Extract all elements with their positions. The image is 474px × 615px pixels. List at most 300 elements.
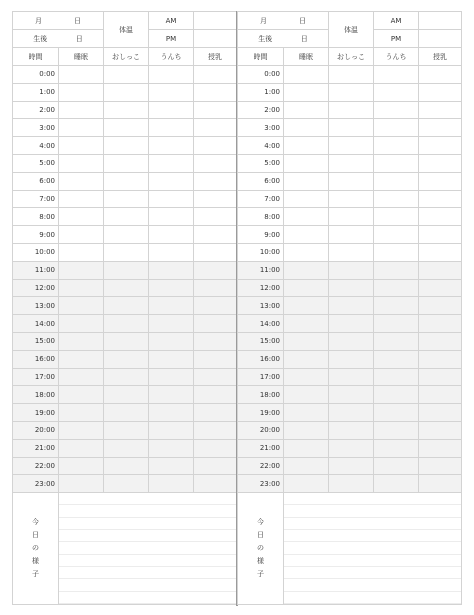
hour-row — [238, 66, 462, 84]
feeding-cell[interactable] — [194, 404, 237, 422]
poop-cell[interactable] — [374, 190, 419, 208]
am-temp-cell[interactable] — [419, 12, 462, 30]
hour-row — [238, 137, 462, 155]
poop-cell[interactable] — [149, 101, 194, 119]
sleep-cell[interactable] — [59, 172, 104, 190]
feeding-cell[interactable] — [419, 101, 462, 119]
pee-cell[interactable] — [329, 421, 374, 439]
sleep-cell[interactable] — [59, 66, 104, 84]
feeding-cell[interactable] — [194, 243, 237, 261]
feeding-cell[interactable] — [419, 190, 462, 208]
temp-label: 体温 — [104, 12, 149, 48]
sleep-cell[interactable] — [284, 172, 329, 190]
poop-cell[interactable] — [374, 457, 419, 475]
notes-lines — [59, 493, 236, 604]
log-table — [237, 11, 462, 605]
hour-row — [13, 172, 237, 190]
feeding-cell[interactable] — [419, 66, 462, 84]
pee-cell[interactable] — [329, 279, 374, 297]
feeding-cell[interactable] — [419, 226, 462, 244]
pee-cell[interactable] — [104, 119, 149, 137]
pee-cell[interactable] — [329, 154, 374, 172]
poop-cell[interactable] — [374, 297, 419, 315]
poop-cell[interactable] — [374, 137, 419, 155]
feeding-cell[interactable] — [419, 421, 462, 439]
hour-row — [13, 101, 237, 119]
pee-cell[interactable] — [329, 83, 374, 101]
poop-cell[interactable] — [149, 421, 194, 439]
feeding-cell[interactable] — [194, 154, 237, 172]
pee-cell[interactable] — [104, 83, 149, 101]
hour-time-label: 19:00 — [13, 404, 59, 422]
pee-cell[interactable] — [104, 332, 149, 350]
sleep-cell[interactable] — [59, 350, 104, 368]
log-sheet-right — [237, 11, 461, 606]
feeding-cell[interactable] — [194, 421, 237, 439]
pee-cell[interactable] — [104, 243, 149, 261]
poop-cell[interactable] — [149, 368, 194, 386]
pee-cell[interactable] — [329, 350, 374, 368]
poop-cell[interactable] — [149, 243, 194, 261]
feeding-cell[interactable] — [419, 172, 462, 190]
column-header-sleep: 睡眠 — [284, 48, 329, 66]
poop-cell[interactable] — [374, 83, 419, 101]
notes-label — [13, 493, 59, 605]
feeding-cell[interactable] — [194, 368, 237, 386]
pee-cell[interactable] — [329, 119, 374, 137]
hour-time-label: 10:00 — [238, 243, 284, 261]
hour-row — [13, 154, 237, 172]
sleep-cell[interactable] — [284, 154, 329, 172]
hour-time-label: 10:00 — [13, 243, 59, 261]
sleep-cell[interactable] — [284, 332, 329, 350]
feeding-cell[interactable] — [194, 137, 237, 155]
hour-time-label: 20:00 — [238, 421, 284, 439]
column-header-poop: うんち — [149, 48, 194, 66]
hour-time-label: 4:00 — [238, 137, 284, 155]
hour-time-label: 21:00 — [13, 439, 59, 457]
hour-row — [13, 386, 237, 404]
hour-row — [13, 439, 237, 457]
poop-cell[interactable] — [374, 119, 419, 137]
feeding-cell[interactable] — [194, 279, 237, 297]
feeding-cell[interactable] — [194, 226, 237, 244]
sleep-cell[interactable] — [59, 279, 104, 297]
sleep-cell[interactable] — [284, 279, 329, 297]
notes-row — [238, 493, 462, 605]
hour-row — [13, 119, 237, 137]
feeding-cell[interactable] — [419, 315, 462, 333]
pee-cell[interactable] — [329, 66, 374, 84]
hour-time-label: 2:00 — [13, 101, 59, 119]
sleep-cell[interactable] — [284, 439, 329, 457]
sleep-cell[interactable] — [284, 315, 329, 333]
header-row-date — [238, 12, 462, 30]
poop-cell[interactable] — [374, 315, 419, 333]
poop-cell[interactable] — [149, 154, 194, 172]
sleep-cell[interactable] — [284, 66, 329, 84]
date-cell[interactable] — [13, 12, 104, 30]
hour-row — [13, 208, 237, 226]
feeding-cell[interactable] — [419, 119, 462, 137]
sleep-cell[interactable] — [284, 261, 329, 279]
feeding-cell[interactable] — [194, 350, 237, 368]
hour-time-label: 21:00 — [238, 439, 284, 457]
hour-time-label: 23:00 — [238, 475, 284, 493]
feeding-cell[interactable] — [419, 332, 462, 350]
hour-time-label: 14:00 — [238, 315, 284, 333]
hour-time-label: 11:00 — [238, 261, 284, 279]
poop-cell[interactable] — [149, 208, 194, 226]
pee-cell[interactable] — [104, 475, 149, 493]
hour-row — [238, 101, 462, 119]
pee-cell[interactable] — [329, 190, 374, 208]
feeding-cell[interactable] — [194, 475, 237, 493]
poop-cell[interactable] — [149, 190, 194, 208]
hour-time-label: 6:00 — [238, 172, 284, 190]
log-sheet-left — [12, 11, 236, 606]
column-header-feeding: 授乳 — [194, 48, 237, 66]
pee-cell[interactable] — [104, 368, 149, 386]
sleep-cell[interactable] — [284, 386, 329, 404]
poop-cell[interactable] — [374, 475, 419, 493]
poop-cell[interactable] — [374, 279, 419, 297]
baby-log-page — [12, 11, 462, 606]
day-label: 日 — [299, 16, 306, 25]
pee-cell[interactable] — [329, 137, 374, 155]
pee-cell[interactable] — [329, 172, 374, 190]
sleep-cell[interactable] — [59, 332, 104, 350]
sleep-cell[interactable] — [59, 404, 104, 422]
sleep-cell[interactable] — [284, 243, 329, 261]
poop-cell[interactable] — [149, 279, 194, 297]
feeding-cell[interactable] — [419, 261, 462, 279]
pee-cell[interactable] — [104, 386, 149, 404]
log-table — [12, 11, 237, 605]
sleep-cell[interactable] — [59, 226, 104, 244]
poop-cell[interactable] — [374, 154, 419, 172]
hour-row — [13, 83, 237, 101]
date-cell[interactable] — [238, 12, 329, 30]
hour-time-label: 12:00 — [238, 279, 284, 297]
feeding-cell[interactable] — [194, 386, 237, 404]
hour-row — [238, 83, 462, 101]
pee-cell[interactable] — [329, 368, 374, 386]
sleep-cell[interactable] — [59, 457, 104, 475]
hour-row — [13, 190, 237, 208]
hour-time-label: 23:00 — [13, 475, 59, 493]
pee-cell[interactable] — [329, 475, 374, 493]
poop-cell[interactable] — [149, 297, 194, 315]
pee-cell[interactable] — [329, 243, 374, 261]
sleep-cell[interactable] — [284, 404, 329, 422]
sleep-cell[interactable] — [59, 119, 104, 137]
poop-cell[interactable] — [374, 66, 419, 84]
feeding-cell[interactable] — [419, 386, 462, 404]
feeding-cell[interactable] — [419, 83, 462, 101]
hour-time-label: 8:00 — [13, 208, 59, 226]
hour-row — [13, 66, 237, 84]
sleep-cell[interactable] — [59, 154, 104, 172]
feeding-cell[interactable] — [194, 172, 237, 190]
hour-time-label: 3:00 — [238, 119, 284, 137]
hour-row — [238, 172, 462, 190]
month-label: 月 — [260, 16, 267, 25]
sleep-cell[interactable] — [284, 350, 329, 368]
sleep-cell[interactable] — [284, 119, 329, 137]
hour-time-label: 1:00 — [238, 83, 284, 101]
feeding-cell[interactable] — [419, 137, 462, 155]
pm-temp-cell[interactable] — [419, 30, 462, 48]
pee-cell[interactable] — [104, 137, 149, 155]
poop-cell[interactable] — [149, 332, 194, 350]
poop-cell[interactable] — [374, 332, 419, 350]
sleep-cell[interactable] — [59, 297, 104, 315]
hour-row — [13, 421, 237, 439]
notes-label-text: 今 日 の 様 子 — [32, 518, 39, 579]
pee-cell[interactable] — [104, 261, 149, 279]
day-label: 日 — [74, 16, 81, 25]
pee-cell[interactable] — [104, 172, 149, 190]
pee-cell[interactable] — [329, 315, 374, 333]
hour-row — [13, 279, 237, 297]
pee-cell[interactable] — [104, 190, 149, 208]
poop-cell[interactable] — [374, 243, 419, 261]
column-header-feeding: 授乳 — [419, 48, 462, 66]
pee-cell[interactable] — [329, 386, 374, 404]
poop-cell[interactable] — [149, 226, 194, 244]
column-header-sleep: 睡眠 — [59, 48, 104, 66]
hour-time-label: 5:00 — [13, 154, 59, 172]
pee-cell[interactable] — [329, 208, 374, 226]
sleep-cell[interactable] — [284, 226, 329, 244]
poop-cell[interactable] — [149, 350, 194, 368]
hour-row — [13, 261, 237, 279]
hour-time-label: 4:00 — [13, 137, 59, 155]
hour-time-label: 18:00 — [238, 386, 284, 404]
hour-time-label: 0:00 — [238, 66, 284, 84]
hour-time-label: 3:00 — [13, 119, 59, 137]
pee-cell[interactable] — [104, 421, 149, 439]
hour-time-label: 2:00 — [238, 101, 284, 119]
hour-row — [238, 332, 462, 350]
hour-time-label: 20:00 — [13, 421, 59, 439]
poop-cell[interactable] — [149, 261, 194, 279]
age-cell[interactable] — [13, 30, 104, 48]
pee-cell[interactable] — [104, 66, 149, 84]
pee-cell[interactable] — [329, 226, 374, 244]
feeding-cell[interactable] — [194, 315, 237, 333]
column-header-row — [238, 48, 462, 66]
feeding-cell[interactable] — [194, 83, 237, 101]
pee-cell[interactable] — [329, 457, 374, 475]
poop-cell[interactable] — [374, 101, 419, 119]
feeding-cell[interactable] — [419, 475, 462, 493]
sleep-cell[interactable] — [284, 83, 329, 101]
sleep-cell[interactable] — [59, 137, 104, 155]
pm-temp-cell[interactable] — [194, 30, 237, 48]
feeding-cell[interactable] — [194, 66, 237, 84]
sleep-cell[interactable] — [59, 368, 104, 386]
hour-time-label: 17:00 — [13, 368, 59, 386]
hour-time-label: 6:00 — [13, 172, 59, 190]
notes-label — [238, 493, 284, 605]
sleep-cell[interactable] — [59, 475, 104, 493]
pee-cell[interactable] — [329, 261, 374, 279]
pee-cell[interactable] — [329, 332, 374, 350]
feeding-cell[interactable] — [194, 208, 237, 226]
poop-cell[interactable] — [374, 226, 419, 244]
feeding-cell[interactable] — [419, 457, 462, 475]
feeding-cell[interactable] — [194, 297, 237, 315]
feeding-cell[interactable] — [419, 297, 462, 315]
sleep-cell[interactable] — [59, 315, 104, 333]
sleep-cell[interactable] — [284, 368, 329, 386]
poop-cell[interactable] — [374, 208, 419, 226]
sleep-cell[interactable] — [59, 83, 104, 101]
age-cell[interactable] — [238, 30, 329, 48]
am-label: AM — [374, 12, 419, 30]
poop-cell[interactable] — [374, 404, 419, 422]
poop-cell[interactable] — [149, 457, 194, 475]
sleep-cell[interactable] — [59, 421, 104, 439]
hour-row — [13, 350, 237, 368]
sleep-cell[interactable] — [59, 386, 104, 404]
sleep-cell[interactable] — [284, 475, 329, 493]
hour-time-label: 15:00 — [238, 332, 284, 350]
age-day-label: 日 — [300, 34, 308, 43]
pee-cell[interactable] — [104, 101, 149, 119]
poop-cell[interactable] — [374, 439, 419, 457]
poop-cell[interactable] — [374, 261, 419, 279]
feeding-cell[interactable] — [194, 119, 237, 137]
sleep-cell[interactable] — [59, 243, 104, 261]
temp-label: 体温 — [329, 12, 374, 48]
feeding-cell[interactable] — [194, 457, 237, 475]
notes-label-text: 今 日 の 様 子 — [257, 518, 264, 579]
notes-row — [13, 493, 237, 605]
feeding-cell[interactable] — [194, 332, 237, 350]
poop-cell[interactable] — [149, 83, 194, 101]
poop-cell[interactable] — [149, 386, 194, 404]
hour-row — [13, 315, 237, 333]
pee-cell[interactable] — [329, 439, 374, 457]
hour-time-label: 22:00 — [238, 457, 284, 475]
poop-cell[interactable] — [149, 66, 194, 84]
poop-cell[interactable] — [149, 439, 194, 457]
sleep-cell[interactable] — [284, 190, 329, 208]
feeding-cell[interactable] — [194, 101, 237, 119]
sleep-cell[interactable] — [59, 101, 104, 119]
hour-row — [13, 297, 237, 315]
sleep-cell[interactable] — [59, 439, 104, 457]
hour-row — [238, 368, 462, 386]
hour-row — [238, 350, 462, 368]
feeding-cell[interactable] — [419, 154, 462, 172]
hour-time-label: 19:00 — [238, 404, 284, 422]
pee-cell[interactable] — [329, 101, 374, 119]
age-prefix-label: 生後 — [33, 34, 48, 43]
feeding-cell[interactable] — [419, 208, 462, 226]
poop-cell[interactable] — [149, 172, 194, 190]
hour-time-label: 13:00 — [13, 297, 59, 315]
pee-cell[interactable] — [104, 315, 149, 333]
poop-cell[interactable] — [149, 119, 194, 137]
poop-cell[interactable] — [374, 350, 419, 368]
hour-time-label: 7:00 — [238, 190, 284, 208]
hour-time-label: 16:00 — [238, 350, 284, 368]
feeding-cell[interactable] — [194, 439, 237, 457]
feeding-cell[interactable] — [419, 368, 462, 386]
pee-cell[interactable] — [104, 208, 149, 226]
pee-cell[interactable] — [329, 404, 374, 422]
feeding-cell[interactable] — [419, 439, 462, 457]
hour-row — [238, 279, 462, 297]
pee-cell[interactable] — [104, 350, 149, 368]
pm-label: PM — [149, 30, 194, 48]
pee-cell[interactable] — [104, 439, 149, 457]
column-header-time: 時間 — [238, 48, 284, 66]
sleep-cell[interactable] — [284, 297, 329, 315]
pee-cell[interactable] — [104, 404, 149, 422]
hour-time-label: 7:00 — [13, 190, 59, 208]
notes-area[interactable] — [284, 493, 462, 605]
sleep-cell[interactable] — [59, 190, 104, 208]
feeding-cell[interactable] — [419, 404, 462, 422]
hour-row — [13, 368, 237, 386]
pee-cell[interactable] — [104, 226, 149, 244]
sleep-cell[interactable] — [59, 208, 104, 226]
sleep-cell[interactable] — [284, 421, 329, 439]
pee-cell[interactable] — [104, 457, 149, 475]
feeding-cell[interactable] — [419, 243, 462, 261]
pee-cell[interactable] — [104, 154, 149, 172]
sleep-cell[interactable] — [284, 137, 329, 155]
hour-row — [238, 315, 462, 333]
poop-cell[interactable] — [149, 475, 194, 493]
am-label: AM — [149, 12, 194, 30]
pee-cell[interactable] — [104, 279, 149, 297]
hour-row — [13, 457, 237, 475]
pee-cell[interactable] — [104, 297, 149, 315]
hour-row — [238, 457, 462, 475]
poop-cell[interactable] — [374, 368, 419, 386]
hour-row — [13, 475, 237, 493]
hour-time-label: 17:00 — [238, 368, 284, 386]
sleep-cell[interactable] — [59, 261, 104, 279]
feeding-cell[interactable] — [419, 279, 462, 297]
sleep-cell[interactable] — [284, 457, 329, 475]
feeding-cell[interactable] — [419, 350, 462, 368]
sleep-cell[interactable] — [284, 101, 329, 119]
poop-cell[interactable] — [149, 137, 194, 155]
notes-area[interactable] — [59, 493, 237, 605]
feeding-cell[interactable] — [194, 261, 237, 279]
poop-cell[interactable] — [374, 386, 419, 404]
feeding-cell[interactable] — [194, 190, 237, 208]
pee-cell[interactable] — [329, 297, 374, 315]
hour-row — [238, 119, 462, 137]
sleep-cell[interactable] — [284, 208, 329, 226]
poop-cell[interactable] — [374, 421, 419, 439]
am-temp-cell[interactable] — [194, 12, 237, 30]
pm-label: PM — [374, 30, 419, 48]
poop-cell[interactable] — [149, 404, 194, 422]
hour-row — [238, 439, 462, 457]
poop-cell[interactable] — [149, 315, 194, 333]
hour-time-label: 16:00 — [13, 350, 59, 368]
poop-cell[interactable] — [374, 172, 419, 190]
